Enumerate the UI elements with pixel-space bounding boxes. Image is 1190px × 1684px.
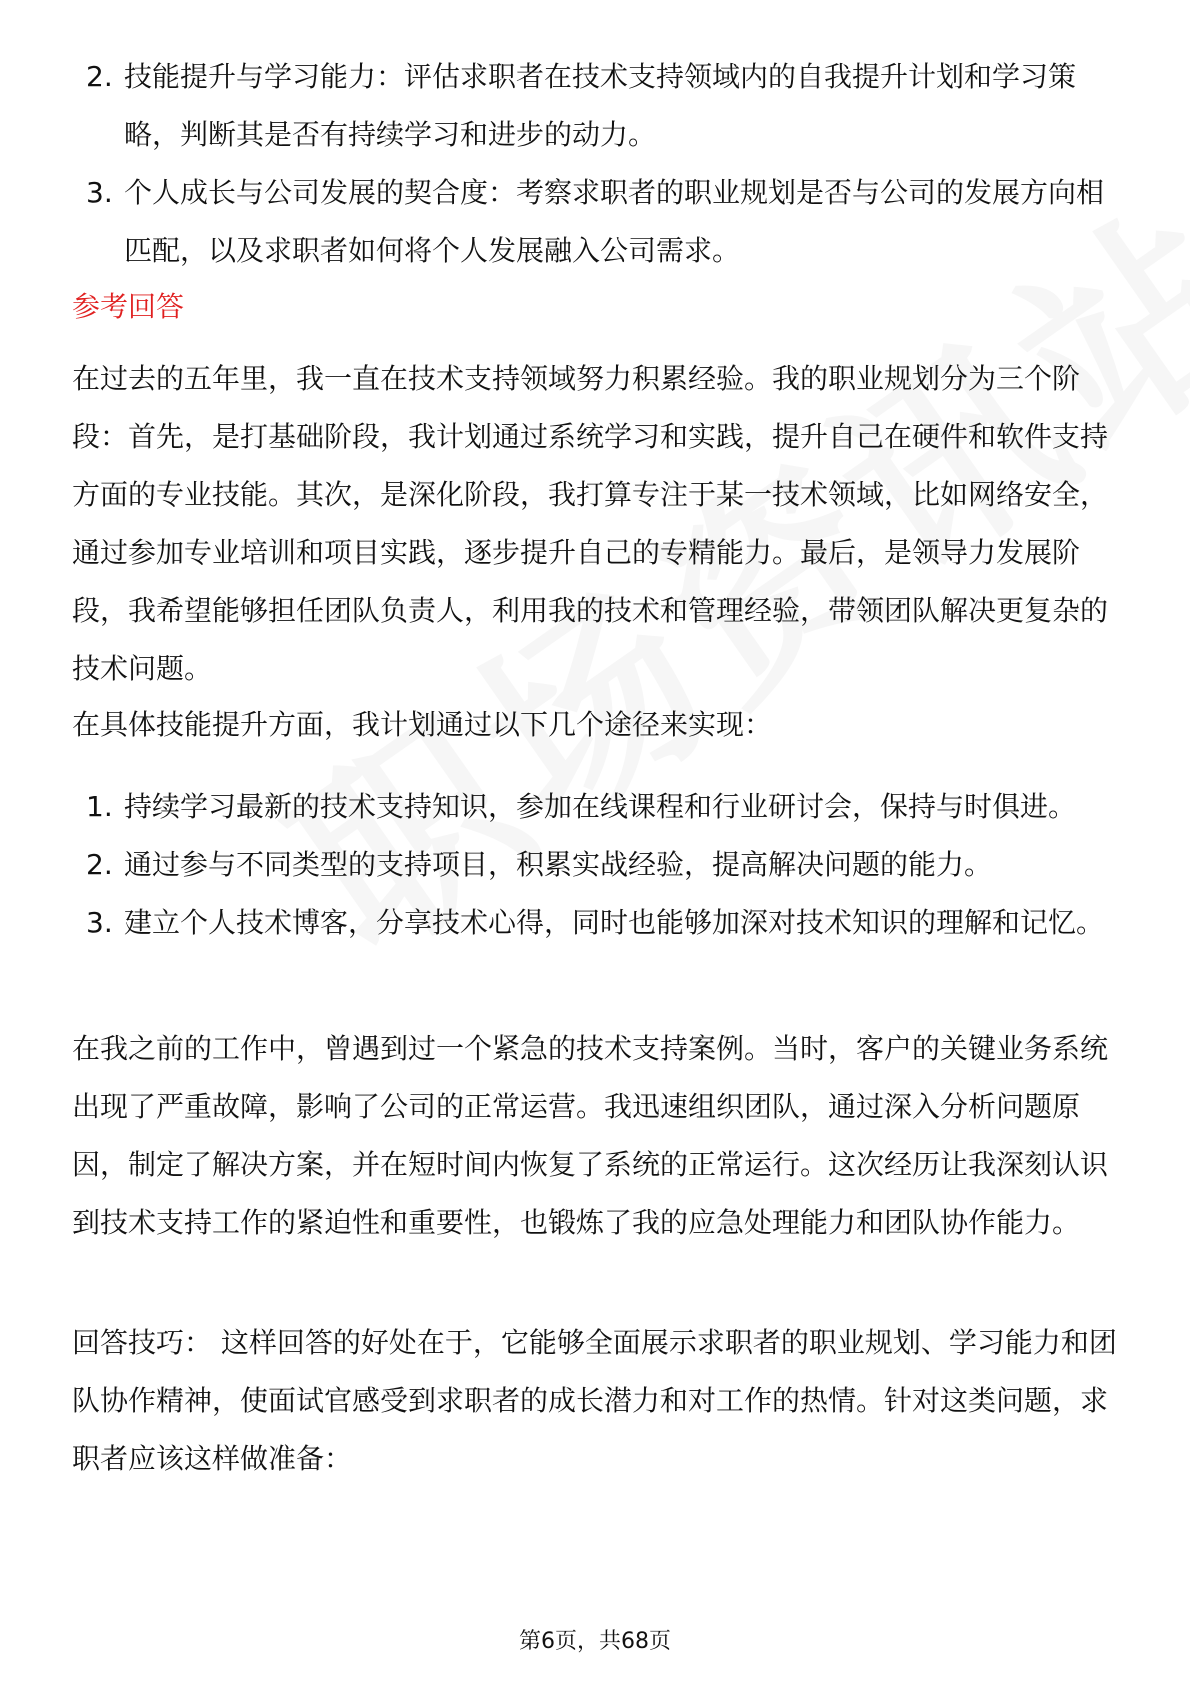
paragraph-case-study: 在我之前的工作中，曾遇到过一个紧急的技术支持案例。当时，客户的关键业务系统出现了严重故障，影响了公司的正常运营。我迅速组织团队，通过深入分析问题原因，制定了解决方案，并在短时间内恢复了系统的正常运行。这次经历让我深刻认识到技术支持工作的紧迫性和重要性，也锻炼了我的应急处理能力和团队协作能力。 [72, 1032, 1109, 1239]
list-item-text: 建立个人技术博客，分享技术心得，同时也能够加深对技术知识的理解和记忆。 [124, 906, 1105, 939]
paragraph-skill-intro: 在具体技能提升方面，我计划通过以下几个途径来实现： [72, 708, 773, 741]
list-item-number: 2. [86, 60, 113, 93]
list-item-number: 1. [86, 790, 113, 823]
list-item-number: 3. [86, 906, 113, 939]
list-item-text: 个人成长与公司发展的契合度：考察求职者的职业规划是否与公司的发展方向相匹配，以及求职者如何将个人发展融入公司需求。 [124, 176, 1105, 267]
list-item-text: 持续学习最新的技术支持知识，参加在线课程和行业研讨会，保持与时俱进。 [124, 790, 1077, 823]
list-item-text: 通过参与不同类型的支持项目，积累实战经验，提高解决问题的能力。 [124, 848, 993, 881]
list-item-number: 2. [86, 848, 113, 881]
list-item-number: 3. [86, 176, 113, 209]
criteria-list [72, 48, 1122, 280]
list-item [72, 164, 1122, 280]
skill-list [72, 778, 1122, 952]
list-item [72, 48, 1122, 164]
list-item-text: 技能提升与学习能力：评估求职者在技术支持领域内的自我提升计划和学习策略，判断其是否有持续学习和进步的动力。 [124, 60, 1077, 151]
list-item [72, 836, 1122, 894]
section-heading: 参考回答 [72, 290, 185, 323]
page-number: 第6页，共68页 [519, 1629, 671, 1654]
list-item [72, 894, 1122, 952]
paragraph-answer-tips: 回答技巧： 这样回答的好处在于，它能够全面展示求职者的职业规划、学习能力和团队协作精神，使面试官感受到求职者的成长潜力和对工作的热情。针对这类问题，求职者应该这样做准备： [72, 1326, 1117, 1475]
paragraph-career-plan: 在过去的五年里，我一直在技术支持领域努力积累经验。我的职业规划分为三个阶段：首先，是打基础阶段，我计划通过系统学习和实践，提升自己在硬件和软件支持方面的专业技能。其次，是深化阶段，我打算专注于某一技术领域，比如网络安全，通过参加专业培训和项目实践，逐步提升自己的专精能力。最后，是领导力发展阶段，我希望能够担任团队负责人，利用我的技术和管理经验，带领团队解决更复杂的技术问题。 [72, 362, 1109, 685]
list-item [72, 778, 1122, 836]
